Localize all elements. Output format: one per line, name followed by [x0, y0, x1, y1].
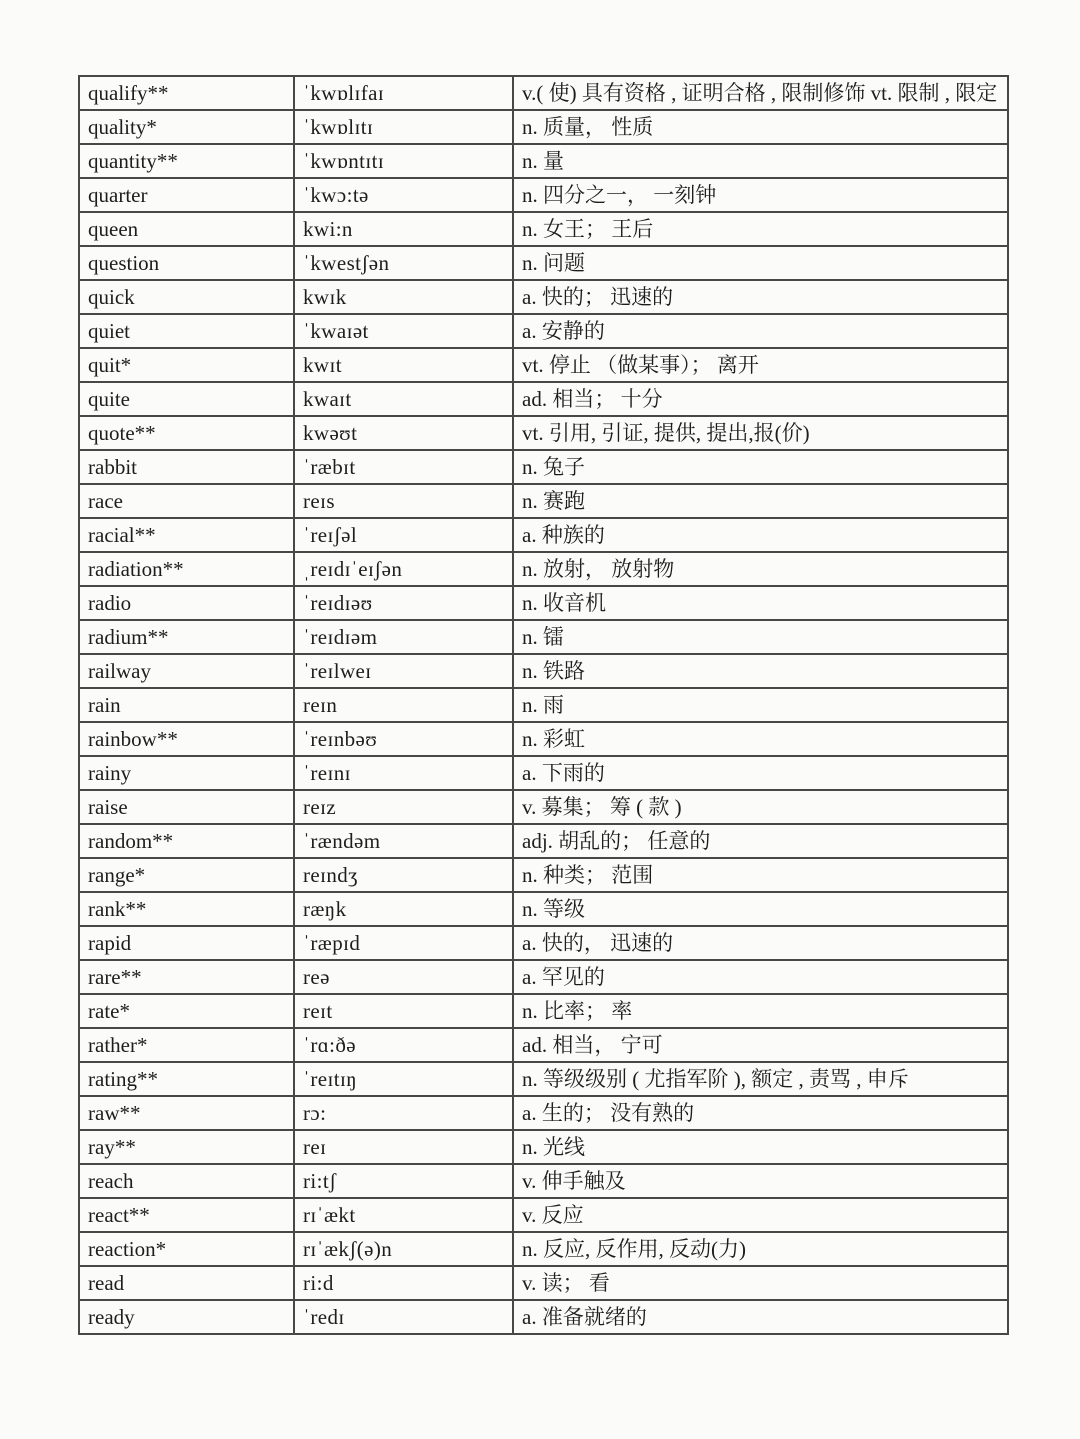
phonetic-cell: reə [294, 960, 513, 994]
table-row [79, 654, 1008, 688]
table-row [79, 1198, 1008, 1232]
table-row [79, 1062, 1008, 1096]
table-row [79, 1130, 1008, 1164]
phonetic-cell: ri:tʃ [294, 1164, 513, 1198]
definition-cell: n. 等级级别 ( 尤指军阶 ), 额定 , 责骂 , 申斥 [513, 1062, 1008, 1096]
word-cell: racial** [79, 518, 294, 552]
definition-cell: n. 问题 [513, 246, 1008, 280]
word-cell: ready [79, 1300, 294, 1334]
word-cell: quarter [79, 178, 294, 212]
definition-cell: n. 光线 [513, 1130, 1008, 1164]
phonetic-cell: kwaɪt [294, 382, 513, 416]
table-row [79, 348, 1008, 382]
phonetic-cell: reɪz [294, 790, 513, 824]
definition-cell: n. 比率； 率 [513, 994, 1008, 1028]
word-cell: rainbow** [79, 722, 294, 756]
phonetic-cell: ˈreɪlweɪ [294, 654, 513, 688]
word-cell: reaction* [79, 1232, 294, 1266]
table-row [79, 1096, 1008, 1130]
table-row [79, 450, 1008, 484]
table-row [79, 1266, 1008, 1300]
word-cell: read [79, 1266, 294, 1300]
phonetic-cell: ˈkwɔ:tə [294, 178, 513, 212]
phonetic-cell: ˈreɪnbəʊ [294, 722, 513, 756]
definition-cell: vt. 停止 （做某事）； 离开 [513, 348, 1008, 382]
table-row [79, 1164, 1008, 1198]
word-cell: rapid [79, 926, 294, 960]
phonetic-cell: ˈkwestʃən [294, 246, 513, 280]
word-cell: question [79, 246, 294, 280]
phonetic-cell: reɪndʒ [294, 858, 513, 892]
phonetic-cell: ˈreɪdɪəm [294, 620, 513, 654]
word-cell: queen [79, 212, 294, 246]
table-row [79, 688, 1008, 722]
word-cell: rank** [79, 892, 294, 926]
definition-cell: n. 四分之一， 一刻钟 [513, 178, 1008, 212]
definition-cell: n. 兔子 [513, 450, 1008, 484]
definition-cell: a. 下雨的 [513, 756, 1008, 790]
word-cell: rain [79, 688, 294, 722]
phonetic-cell: ˈkwɒlɪtɪ [294, 110, 513, 144]
table-row [79, 926, 1008, 960]
table-row [79, 552, 1008, 586]
word-cell: raw** [79, 1096, 294, 1130]
phonetic-cell: ˈkwaɪət [294, 314, 513, 348]
table-row [79, 756, 1008, 790]
word-cell: quote** [79, 416, 294, 450]
word-cell: radio [79, 586, 294, 620]
definition-cell: n. 量 [513, 144, 1008, 178]
word-cell: rare** [79, 960, 294, 994]
word-cell: rabbit [79, 450, 294, 484]
definition-cell: n. 种类； 范围 [513, 858, 1008, 892]
phonetic-cell: ˈreɪʃəl [294, 518, 513, 552]
definition-cell: a. 快的， 迅速的 [513, 926, 1008, 960]
phonetic-cell: ˈrændəm [294, 824, 513, 858]
table-row [79, 892, 1008, 926]
word-cell: random** [79, 824, 294, 858]
definition-cell: n. 雨 [513, 688, 1008, 722]
word-cell: quality* [79, 110, 294, 144]
vocabulary-table [78, 75, 1009, 1335]
table-row [79, 1028, 1008, 1062]
word-cell: rating** [79, 1062, 294, 1096]
definition-cell: n. 等级 [513, 892, 1008, 926]
phonetic-cell: reɪt [294, 994, 513, 1028]
definition-cell: v. 反应 [513, 1198, 1008, 1232]
word-cell: race [79, 484, 294, 518]
definition-cell: a. 快的； 迅速的 [513, 280, 1008, 314]
phonetic-cell: ˈkwɒlɪfaɪ [294, 76, 513, 110]
word-cell: range* [79, 858, 294, 892]
definition-cell: n. 女王； 王后 [513, 212, 1008, 246]
word-cell: react** [79, 1198, 294, 1232]
definition-cell: v.( 使) 具有资格 , 证明合格 , 限制修饰 vt. 限制 , 限定 [513, 76, 1008, 110]
word-cell: rather* [79, 1028, 294, 1062]
definition-cell: v. 读； 看 [513, 1266, 1008, 1300]
phonetic-cell: ˈreɪtɪŋ [294, 1062, 513, 1096]
definition-cell: a. 安静的 [513, 314, 1008, 348]
definition-cell: n. 反应, 反作用, 反动(力) [513, 1232, 1008, 1266]
phonetic-cell: ri:d [294, 1266, 513, 1300]
table-row [79, 960, 1008, 994]
table-row [79, 178, 1008, 212]
word-cell: raise [79, 790, 294, 824]
table-row [79, 246, 1008, 280]
definition-cell: a. 生的； 没有熟的 [513, 1096, 1008, 1130]
phonetic-cell: ˈræbɪt [294, 450, 513, 484]
phonetic-cell: ˈræpɪd [294, 926, 513, 960]
word-cell: qualify** [79, 76, 294, 110]
table-row [79, 824, 1008, 858]
table-row [79, 76, 1008, 110]
table-row [79, 314, 1008, 348]
phonetic-cell: ˈreɪdɪəʊ [294, 586, 513, 620]
phonetic-cell: ˈreɪnɪ [294, 756, 513, 790]
table-row [79, 144, 1008, 178]
phonetic-cell: kwəʊt [294, 416, 513, 450]
definition-cell: a. 准备就绪的 [513, 1300, 1008, 1334]
table-row [79, 1300, 1008, 1334]
word-cell: quiet [79, 314, 294, 348]
word-cell: ray** [79, 1130, 294, 1164]
definition-cell: n. 收音机 [513, 586, 1008, 620]
table-row [79, 212, 1008, 246]
definition-cell: n. 彩虹 [513, 722, 1008, 756]
definition-cell: n. 质量， 性质 [513, 110, 1008, 144]
definition-cell: a. 种族的 [513, 518, 1008, 552]
table-row [79, 586, 1008, 620]
phonetic-cell: reɪn [294, 688, 513, 722]
table-row [79, 518, 1008, 552]
word-cell: quantity** [79, 144, 294, 178]
table-row [79, 1232, 1008, 1266]
word-cell: radiation** [79, 552, 294, 586]
definition-cell: a. 罕见的 [513, 960, 1008, 994]
phonetic-cell: ˌreɪdɪˈeɪʃən [294, 552, 513, 586]
phonetic-cell: rɪˈækʃ(ə)n [294, 1232, 513, 1266]
phonetic-cell: ræŋk [294, 892, 513, 926]
word-cell: rate* [79, 994, 294, 1028]
phonetic-cell: reɪ [294, 1130, 513, 1164]
word-cell: quit* [79, 348, 294, 382]
phonetic-cell: rɔ: [294, 1096, 513, 1130]
definition-cell: ad. 相当； 十分 [513, 382, 1008, 416]
phonetic-cell: ˈredɪ [294, 1300, 513, 1334]
table-row [79, 110, 1008, 144]
word-cell: reach [79, 1164, 294, 1198]
definition-cell: n. 镭 [513, 620, 1008, 654]
table-body [79, 76, 1008, 1334]
phonetic-cell: kwɪt [294, 348, 513, 382]
word-cell: radium** [79, 620, 294, 654]
table-row [79, 722, 1008, 756]
table-row [79, 994, 1008, 1028]
phonetic-cell: ˈrɑ:ðə [294, 1028, 513, 1062]
definition-cell: vt. 引用, 引证, 提供, 提出,报(价) [513, 416, 1008, 450]
phonetic-cell: kwi:n [294, 212, 513, 246]
word-cell: quick [79, 280, 294, 314]
phonetic-cell: kwɪk [294, 280, 513, 314]
definition-cell: ad. 相当， 宁可 [513, 1028, 1008, 1062]
definition-cell: n. 放射， 放射物 [513, 552, 1008, 586]
word-cell: rainy [79, 756, 294, 790]
table-row [79, 280, 1008, 314]
word-cell: railway [79, 654, 294, 688]
phonetic-cell: reɪs [294, 484, 513, 518]
definition-cell: v. 募集； 筹 ( 款 ) [513, 790, 1008, 824]
definition-cell: v. 伸手触及 [513, 1164, 1008, 1198]
table-row [79, 858, 1008, 892]
word-cell: quite [79, 382, 294, 416]
phonetic-cell: rɪˈækt [294, 1198, 513, 1232]
table-row [79, 416, 1008, 450]
phonetic-cell: ˈkwɒntɪtɪ [294, 144, 513, 178]
table-row [79, 382, 1008, 416]
definition-cell: n. 赛跑 [513, 484, 1008, 518]
table-row [79, 620, 1008, 654]
definition-cell: adj. 胡乱的； 任意的 [513, 824, 1008, 858]
table-row [79, 484, 1008, 518]
table-row [79, 790, 1008, 824]
definition-cell: n. 铁路 [513, 654, 1008, 688]
